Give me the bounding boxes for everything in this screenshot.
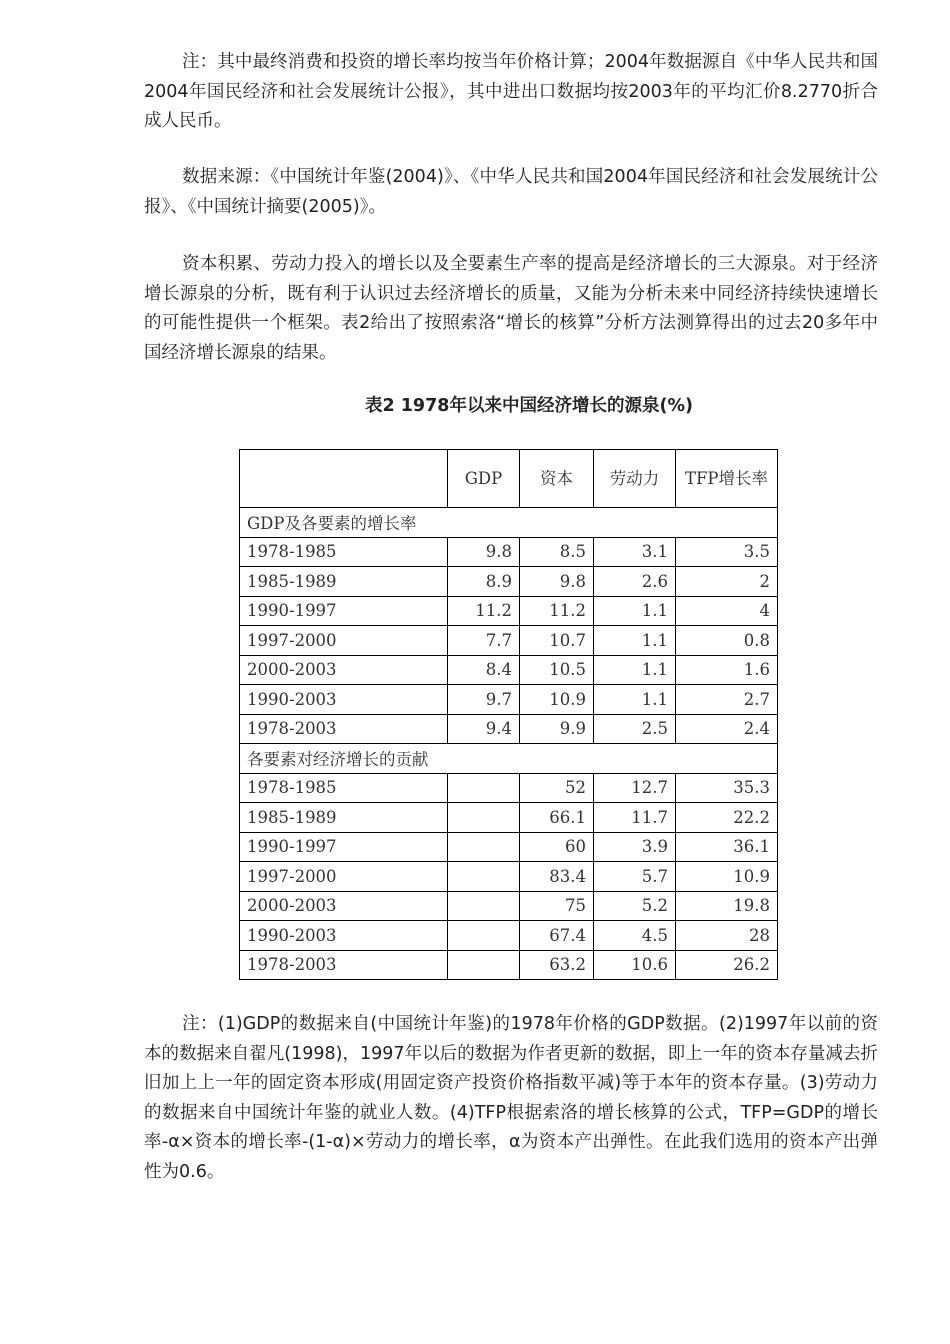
table-cell: 9.7 — [448, 685, 520, 715]
table-cell: 1985-1989 — [240, 803, 448, 833]
table-cell: 2 — [676, 567, 778, 597]
table-row — [240, 803, 778, 833]
table-cell: 5.2 — [594, 891, 676, 921]
note-paragraph-bottom: 注：(1)GDP的数据来自(中国统计年鉴)的1978年价格的GDP数据。(2)1997年以前的资本的数据来自翟凡(1998)，1997年以后的数据为作者更新的数据，即上一年的资本存量减去折旧加上上一年的固定资本形成(用固定资产投资价格指数平减)等于本年的资本存量。(3)劳动力的数据来自中国统计年鉴的就业人数。(4)TFP根据索洛的增长核算的公式，TFP=GDP的增长率-α×资本的增长率-(1-α)×劳动力的增长率，α为资本产出弹性。在此我们选用的资本产出弹性为0.6。 — [144, 1014, 878, 1182]
table-row — [240, 626, 778, 656]
body-paragraph: 资本积累、劳动力投入的增长以及全要素生产率的提高是经济增长的三大源泉。对于经济增长源泉的分析，既有利于认识过去经济增长的质量，又能为分析未来中同经济持续快速增长的可能性提供一个框架。表2给出了按照索洛“增长的核算”分析方法测算得出的过去20多年中国经济增长源泉的结果。 — [144, 254, 878, 363]
table-cell: 1.1 — [594, 626, 676, 656]
table-cell — [448, 921, 520, 951]
table-cell — [448, 891, 520, 921]
table-cell — [448, 773, 520, 803]
table-cell: 7.7 — [448, 626, 520, 656]
table-cell — [448, 832, 520, 862]
table-cell: 1990-2003 — [240, 921, 448, 951]
table-cell: 10.5 — [520, 655, 594, 685]
table-cell: 11.2 — [448, 596, 520, 626]
table-cell: 11.7 — [594, 803, 676, 833]
header-cell-capital: 资本 — [520, 450, 594, 508]
table-cell: 2.6 — [594, 567, 676, 597]
table-cell: 1.6 — [676, 655, 778, 685]
table-cell: 1978-2003 — [240, 714, 448, 744]
table-cell — [448, 803, 520, 833]
table-row — [240, 891, 778, 921]
table-cell: 2.5 — [594, 714, 676, 744]
table-row — [240, 921, 778, 951]
table-cell: 10.7 — [520, 626, 594, 656]
table-row — [240, 714, 778, 744]
table-cell: 19.8 — [676, 891, 778, 921]
table-cell: 1.1 — [594, 655, 676, 685]
table-cell: 8.9 — [448, 567, 520, 597]
table-cell: 66.1 — [520, 803, 594, 833]
table-cell: 83.4 — [520, 862, 594, 892]
table-cell: 8.4 — [448, 655, 520, 685]
table-cell: 1978-2003 — [240, 950, 448, 980]
table-cell: 2000-2003 — [240, 891, 448, 921]
table-row — [240, 773, 778, 803]
table-cell: 0.8 — [676, 626, 778, 656]
table-cell: 10.9 — [676, 862, 778, 892]
table-cell: 4.5 — [594, 921, 676, 951]
table-cell: 1990-1997 — [240, 832, 448, 862]
table-cell: 3.9 — [594, 832, 676, 862]
table-cell: 26.2 — [676, 950, 778, 980]
section-title: 各要素对经济增长的贡献 — [240, 744, 778, 774]
table-row — [240, 950, 778, 980]
sources-paragraph: 数据来源：《中国统计年鉴(2004)》、《中华人民共和国2004年国民经济和社会发展统计公报》、《中国统计摘要(2005)》。 — [144, 167, 878, 217]
table-cell: 8.5 — [520, 537, 594, 567]
table-cell: 75 — [520, 891, 594, 921]
section-title: GDP及各要素的增长率 — [240, 508, 778, 538]
table-cell: 60 — [520, 832, 594, 862]
table-row — [240, 862, 778, 892]
header-cell-labor: 劳动力 — [594, 450, 676, 508]
table-row — [240, 537, 778, 567]
table-cell: 3.5 — [676, 537, 778, 567]
table-cell: 2000-2003 — [240, 655, 448, 685]
growth-sources-table — [239, 449, 778, 980]
table-cell: 4 — [676, 596, 778, 626]
table-cell: 1997-2000 — [240, 862, 448, 892]
table-cell: 1.1 — [594, 596, 676, 626]
table-cell: 67.4 — [520, 921, 594, 951]
table-cell: 9.4 — [448, 714, 520, 744]
table-cell: 5.7 — [594, 862, 676, 892]
table-cell: 3.1 — [594, 537, 676, 567]
table-row — [240, 832, 778, 862]
table-cell: 9.8 — [448, 537, 520, 567]
table-cell: 1990-1997 — [240, 596, 448, 626]
table-cell — [448, 862, 520, 892]
table-row — [240, 596, 778, 626]
table-cell: 1978-1985 — [240, 773, 448, 803]
table-cell: 1.1 — [594, 685, 676, 715]
table-cell: 10.6 — [594, 950, 676, 980]
header-cell-blank — [240, 450, 448, 508]
table-cell: 2.7 — [676, 685, 778, 715]
table-section-row — [240, 508, 778, 538]
table-cell: 10.9 — [520, 685, 594, 715]
header-cell-tfp: TFP增长率 — [676, 450, 778, 508]
table-cell: 52 — [520, 773, 594, 803]
table-row — [240, 567, 778, 597]
table-cell: 28 — [676, 921, 778, 951]
table-cell — [448, 950, 520, 980]
table-cell: 1990-2003 — [240, 685, 448, 715]
table-cell: 11.2 — [520, 596, 594, 626]
table-cell: 22.2 — [676, 803, 778, 833]
header-cell-gdp: GDP — [448, 450, 520, 508]
table-caption: 表2 1978年以来中国经济增长的源泉(%) — [364, 396, 693, 416]
table-cell: 35.3 — [676, 773, 778, 803]
table-section-row — [240, 744, 778, 774]
table-cell: 2.4 — [676, 714, 778, 744]
table-cell: 9.8 — [520, 567, 594, 597]
table-cell: 1978-1985 — [240, 537, 448, 567]
table-cell: 1997-2000 — [240, 626, 448, 656]
table-cell: 63.2 — [520, 950, 594, 980]
table-row — [240, 685, 778, 715]
table-cell: 12.7 — [594, 773, 676, 803]
table-cell: 1985-1989 — [240, 567, 448, 597]
table-row — [240, 655, 778, 685]
table-header-row — [240, 450, 778, 508]
table-cell: 9.9 — [520, 714, 594, 744]
note-paragraph-top: 注：其中最终消费和投资的增长率均按当年价格计算；2004年数据源自《中华人民共和国2004年国民经济和社会发展统计公报》，其中进出口数据均按2003年的平均汇价8.2770折合成人民币。 — [144, 52, 878, 131]
table-cell: 36.1 — [676, 832, 778, 862]
